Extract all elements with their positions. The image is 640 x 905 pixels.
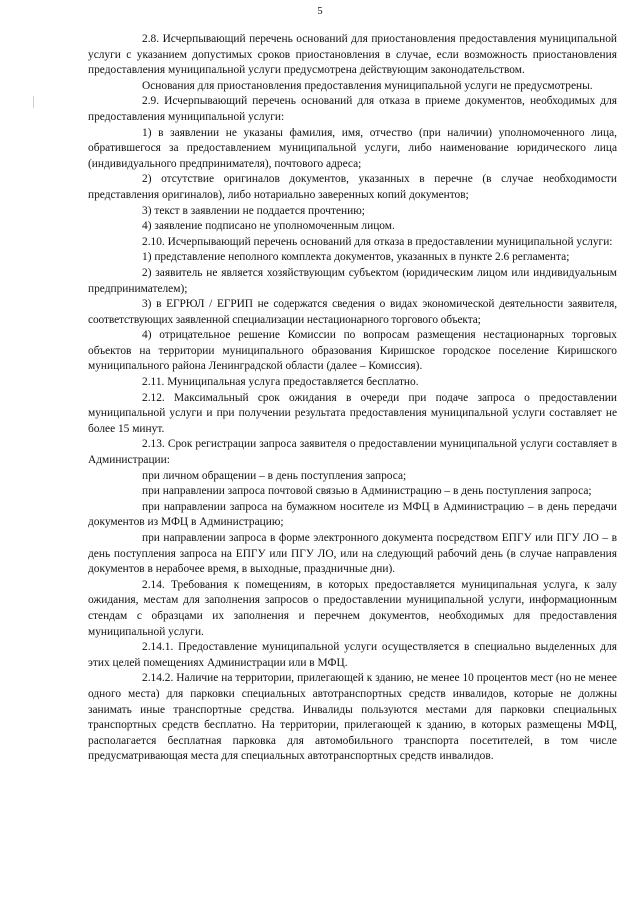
list-item-2-13-post: при направлении запроса почтовой связью в Администрацию – в день поступления запроса; (142, 485, 592, 498)
paragraph-2-9: 2.9. Исчерпывающий перечень оснований для отказа в приеме документов, необходимых для предоставления муниципальной услуги: (88, 95, 617, 123)
list-item-2-10-1: 1) представление неполного комплекта документов, указанных в пункте 2.6 регламента; (142, 251, 570, 264)
list-item-2-10-3: 3) в ЕГРЮЛ / ЕГРИП не содержатся сведения о видах экономической деятельности заявителя, соответствующих заявленной специализации нестационарного торгового объекта; (88, 298, 617, 326)
margin-mark (33, 96, 36, 108)
list-item-2-13-personal: при личном обращении – в день поступления запроса; (142, 469, 407, 482)
paragraph-2-14-1: 2.14.1. Предоставление муниципальной услуги осуществляется в специально выделенных для этих целей помещениях Администрации или в МФЦ. (88, 641, 617, 669)
paragraph-2-12: 2.12. Максимальный срок ожидания в очереди при подаче запроса о предоставлении муниципальной услуги и при получении результата предоставления муниципальной услуги составляет не более 15 минут. (88, 391, 617, 435)
list-item-2-10-4: 4) отрицательное решение Комиссии по вопросам размещения нестационарных торговых объектов на территории муниципального образования Киришское городское поселение Киришского муниципального района Ленинградской области (далее – Комиссия). (88, 329, 617, 373)
list-item-2-9-4: 4) заявление подписано не уполномоченным лицом. (142, 220, 395, 233)
paragraph-2-11: 2.11. Муниципальная услуга предоставляется бесплатно. (142, 376, 419, 389)
list-item-2-9-1: 1) в заявлении не указаны фамилия, имя, отчество (при наличии) уполномоченного лица, обратившегося за предоставлением муниципальной услуги, либо наименование юридического лица (индивидуального предпринимателя), почтового адреса; (88, 126, 617, 170)
paragraph-2-14-2: 2.14.2. Наличие на территории, прилегающей к зданию, не менее 10 процентов мест (но не менее одного места) для парковки специальных автотранспортных средств инвалидов, которые не должны занимать иные транспортные средства. Инвалиды пользуются местами для парковки специальных транспортных средств бесплатно. На территории, прилегающей к зданию, в которых размещены МФЦ, располагается бесплатная парковка для автомобильного транспорта посетителей, в том числе предусматривающая места для специальных автотранспортных средств инвалидов. (88, 672, 617, 763)
document-body (88, 32, 617, 765)
list-item-2-13-mfc: при направлении запроса на бумажном носителе из МФЦ в Администрацию – в день передачи документов из МФЦ в Администрацию; (88, 500, 617, 529)
page-number: 5 (317, 6, 323, 17)
paragraph-2-10: 2.10. Исчерпывающий перечень оснований для отказа в предоставлении муниципальной услуги: (142, 235, 613, 248)
paragraph-2-8: 2.8. Исчерпывающий перечень оснований для приостановления предоставления муниципальной услуги с указанием допустимых сроков приостановления в случае, если возможность приостановления предоставления муниципальной услуги предусмотрена действующим законодательством. (88, 33, 617, 77)
list-item-2-9-3: 3) текст в заявлении не поддается прочтению; (142, 204, 365, 217)
list-item-2-10-2: 2) заявитель не является хозяйствующим субъектом (юридическим лицом или индивидуальным предпринимателем); (88, 266, 617, 295)
list-item-2-9-2: 2) отсутствие оригиналов документов, указанных в перечне (в случае необходимости представления оригиналов), либо нотариально заверенных копий документов; (88, 173, 617, 201)
list-item-2-13-electronic: при направлении запроса в форме электронного документа посредством ЕПГУ или ПГУ ЛО – в день поступления запроса на ЕПГУ или ПГУ ЛО, или на следующий рабочий день (в случае направления документов в нерабочее время, в выходные, праздничные дни). (88, 532, 617, 576)
paragraph-2-14: 2.14. Требования к помещениям, в которых предоставляется муниципальная услуга, к залу ожидания, местам для заполнения запросов о предоставлении муниципальной услуги, информационным стендам с образцами их заполнения и перечнем документов, необходимых для предоставления муниципальной услуги. (88, 578, 617, 638)
paragraph-2-13: 2.13. Срок регистрации запроса заявителя о предоставлении муниципальной услуги составляет в Администрации: (88, 438, 617, 467)
paragraph-suspension-grounds: Основания для приостановления предоставления муниципальной услуги не предусмотрены. (142, 79, 593, 92)
